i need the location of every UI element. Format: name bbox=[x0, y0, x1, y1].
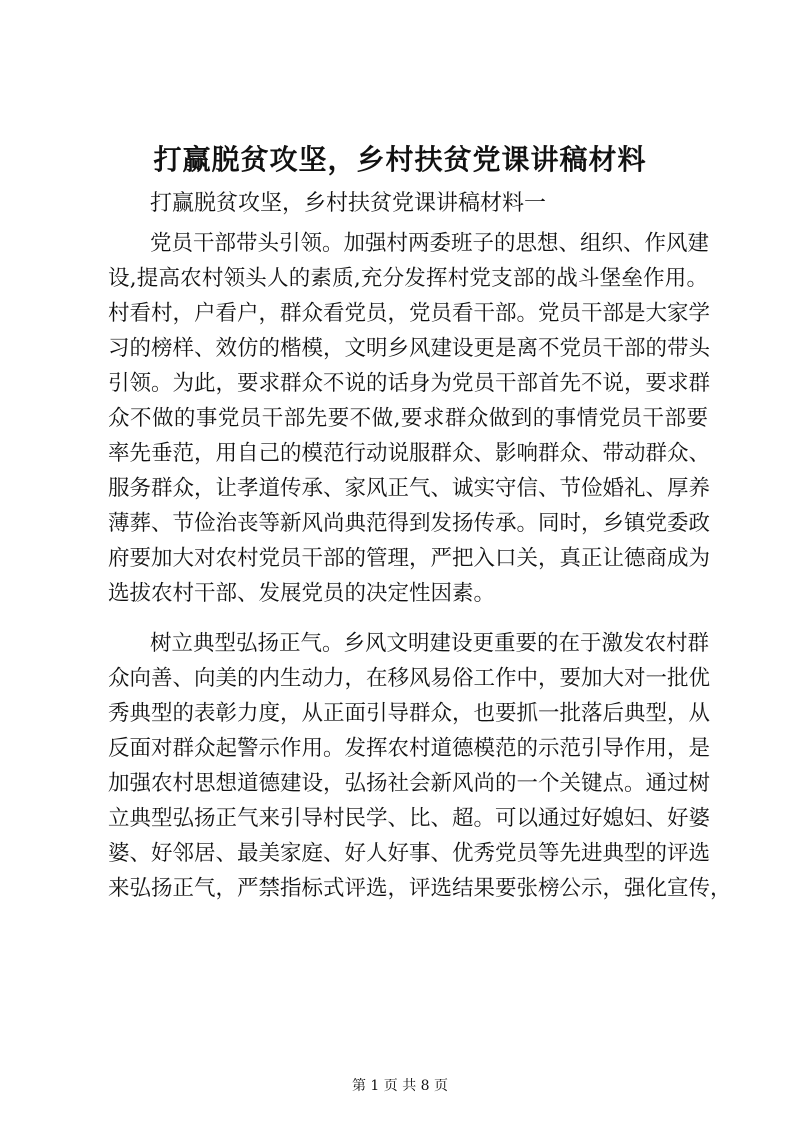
paragraph-1-line-7: 率先垂范，用自己的模范行动说服群众、影响群众、带动群众、 bbox=[108, 441, 711, 466]
paragraph-2-line-6: 立典型弘扬正气来引导村民学、比、超。可以通过好媳妇、好婆 bbox=[108, 806, 711, 831]
paragraph-1-line-8: 服务群众，让孝道传承、家风正气、诚实守信、节俭婚礼、厚养 bbox=[108, 476, 711, 501]
paragraph-2-line-1: 树立典型弘扬正气。乡风文明建设更重要的在于激发农村群 bbox=[150, 631, 710, 656]
paragraph-1-line-10: 府要加大对农村党员干部的管理，严把入口关，真正让德商成为 bbox=[108, 546, 711, 571]
paragraph-2-line-8: 来弘扬正气，严禁指标式评选，评选结果要张榜公示，强化宣传， bbox=[108, 876, 732, 901]
paragraph-2-line-5: 加强农村思想道德建设，弘扬社会新风尚的一个关键点。通过树 bbox=[108, 771, 711, 796]
paragraph-1-line-4: 习的榜样、效仿的楷模，文明乡风建设更是离不党员干部的带头 bbox=[108, 336, 711, 361]
paragraph-1-line-1: 党员干部带头引领。加强村两委班子的思想、组织、作风建 bbox=[150, 231, 710, 256]
paragraph-2-line-2: 众向善、向美的内生动力，在移风易俗工作中，要加大对一批优 bbox=[108, 666, 711, 691]
paragraph-1-line-3: 村看村，户看户，群众看党员，党员看干部。党员干部是大家学 bbox=[108, 301, 711, 326]
paragraph-1-line-9: 薄葬、节俭治丧等新风尚典范得到发扬传承。同时，乡镇党委政 bbox=[108, 511, 711, 536]
paragraph-2-line-3: 秀典型的表彰力度，从正面引导群众，也要抓一批落后典型，从 bbox=[108, 701, 711, 726]
paragraph-1-line-11: 选拔农村干部、发展党员的决定性因素。 bbox=[108, 581, 496, 606]
page-footer: 第 1 页 共 8 页 bbox=[351, 1078, 449, 1094]
paragraph-1-line-6: 众不做的事党员干部先要不做,要求群众做到的事情党员干部要 bbox=[108, 406, 708, 431]
paragraph-1-line-5: 引领。为此，要求群众不说的话身为党员干部首先不说，要求群 bbox=[108, 371, 711, 396]
document-title: 打赢脱贫攻坚，乡村扶贫党课讲稿材料 bbox=[153, 143, 647, 176]
paragraph-2-line-7: 婆、好邻居、最美家庭、好人好事、优秀党员等先进典型的评选 bbox=[108, 841, 711, 866]
document-subtitle: 打赢脱贫攻坚，乡村扶贫党课讲稿材料一 bbox=[150, 191, 547, 216]
paragraph-2-line-4: 反面对群众起警示作用。发挥农村道德模范的示范引导作用，是 bbox=[108, 736, 711, 761]
paragraph-1-line-2: 设,提高农村领头人的素质,充分发挥村党支部的战斗堡垒作用。 bbox=[108, 266, 708, 291]
